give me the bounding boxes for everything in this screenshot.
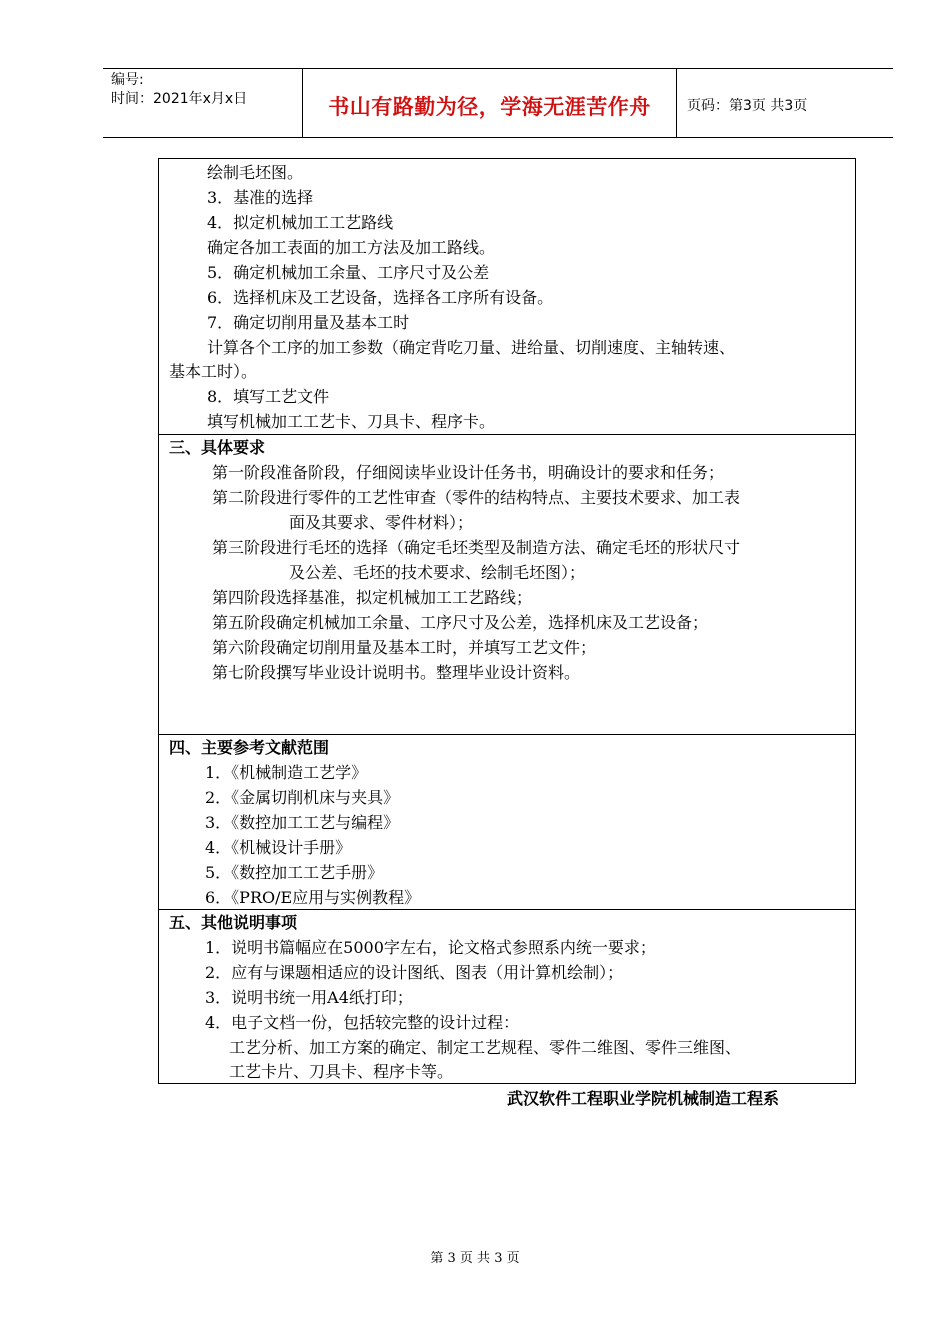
text-line: 工艺分析、加工方案的确定、制定工艺规程、零件二维图、零件三维图、 bbox=[229, 1038, 742, 1057]
text-line: 3．说明书统一用A4纸打印； bbox=[205, 988, 413, 1007]
text-line: 工艺卡片、刀具卡、程序卡等。 bbox=[229, 1062, 454, 1081]
text-line: 第四阶段选择基准，拟定机械加工工艺路线； bbox=[212, 588, 533, 607]
text-line: 5．确定机械加工余量、工序尺寸及公差 bbox=[207, 263, 490, 282]
section-heading: 三、具体要求 bbox=[169, 438, 266, 457]
text-line: 计算各个工序的加工参数（确定背吃刀量、进给量、切削速度、主轴转速、 bbox=[207, 338, 736, 357]
text-line: 7．确定切削用量及基本工时 bbox=[207, 313, 410, 332]
reference-item: 1．《机械制造工艺学》 bbox=[205, 763, 368, 782]
text-line: 1．说明书篇幅应在5000字左右，论文格式参照系内统一要求； bbox=[205, 938, 656, 957]
text-line: 第三阶段进行毛坯的选择（确定毛坯类型及制造方法、确定毛坯的形状尺寸 bbox=[212, 538, 741, 557]
time-label: 时间：2021年x月x日 bbox=[111, 91, 248, 107]
reference-item: 2．《金属切削机床与夹具》 bbox=[205, 788, 400, 807]
text-line: 基本工时）。 bbox=[169, 362, 258, 381]
reference-item: 4．《机械设计手册》 bbox=[205, 838, 352, 857]
text-line: 填写机械加工工艺卡、刀具卡、程序卡。 bbox=[207, 412, 496, 431]
header-page-label: 页码：第3页 共3页 bbox=[687, 98, 808, 114]
row-divider bbox=[159, 734, 855, 735]
row-divider bbox=[159, 434, 855, 435]
reference-item: 6．《PRO/E应用与实例教程》 bbox=[205, 888, 421, 907]
header-info-cell bbox=[111, 71, 301, 109]
text-line: 第七阶段撰写毕业设计说明书。整理毕业设计资料。 bbox=[212, 663, 581, 682]
department-signature: 武汉软件工程职业学院机械制造工程系 bbox=[507, 1089, 780, 1108]
header-divider bbox=[676, 69, 677, 137]
text-line: 绘制毛坯图。 bbox=[207, 163, 304, 182]
reference-item: 5．《数控加工工艺手册》 bbox=[205, 863, 384, 882]
text-line: 第五阶段确定机械加工余量、工序尺寸及公差，选择机床及工艺设备； bbox=[212, 613, 709, 632]
text-line: 第一阶段准备阶段，仔细阅读毕业设计任务书，明确设计的要求和任务； bbox=[212, 463, 725, 482]
page-number: 第 3 页 共 3 页 bbox=[430, 1251, 520, 1266]
reference-item: 3．《数控加工工艺与编程》 bbox=[205, 813, 400, 832]
text-line: 面及其要求、零件材料）； bbox=[289, 513, 474, 532]
number-label: 编号: bbox=[111, 72, 144, 88]
text-line: 3．基准的选择 bbox=[207, 188, 314, 207]
text-line: 4．电子文档一份，包括较完整的设计过程： bbox=[205, 1013, 520, 1032]
section-heading: 五、其他说明事项 bbox=[169, 913, 298, 932]
text-line: 及公差、毛坯的技术要求、绘制毛坯图）； bbox=[289, 563, 586, 582]
text-line: 确定各加工表面的加工方法及加工路线。 bbox=[207, 238, 496, 257]
text-line: 6．选择机床及工艺设备，选择各工序所有设备。 bbox=[207, 288, 554, 307]
header-motto: 书山有路勤为径，学海无涯苦作舟 bbox=[328, 95, 651, 119]
text-line: 2．应有与课题相适应的设计图纸、图表（用计算机绘制）； bbox=[205, 963, 624, 982]
section-heading: 四、主要参考文献范围 bbox=[169, 738, 330, 757]
task-table bbox=[158, 158, 856, 1084]
text-line: 第二阶段进行零件的工艺性审查（零件的结构特点、主要技术要求、加工表 bbox=[212, 488, 741, 507]
text-line: 8．填写工艺文件 bbox=[207, 387, 330, 406]
text-line: 第六阶段确定切削用量及基本工时，并填写工艺文件； bbox=[212, 638, 597, 657]
document-header bbox=[103, 68, 893, 138]
row-divider bbox=[159, 909, 855, 910]
text-line: 4．拟定机械加工工艺路线 bbox=[207, 213, 394, 232]
